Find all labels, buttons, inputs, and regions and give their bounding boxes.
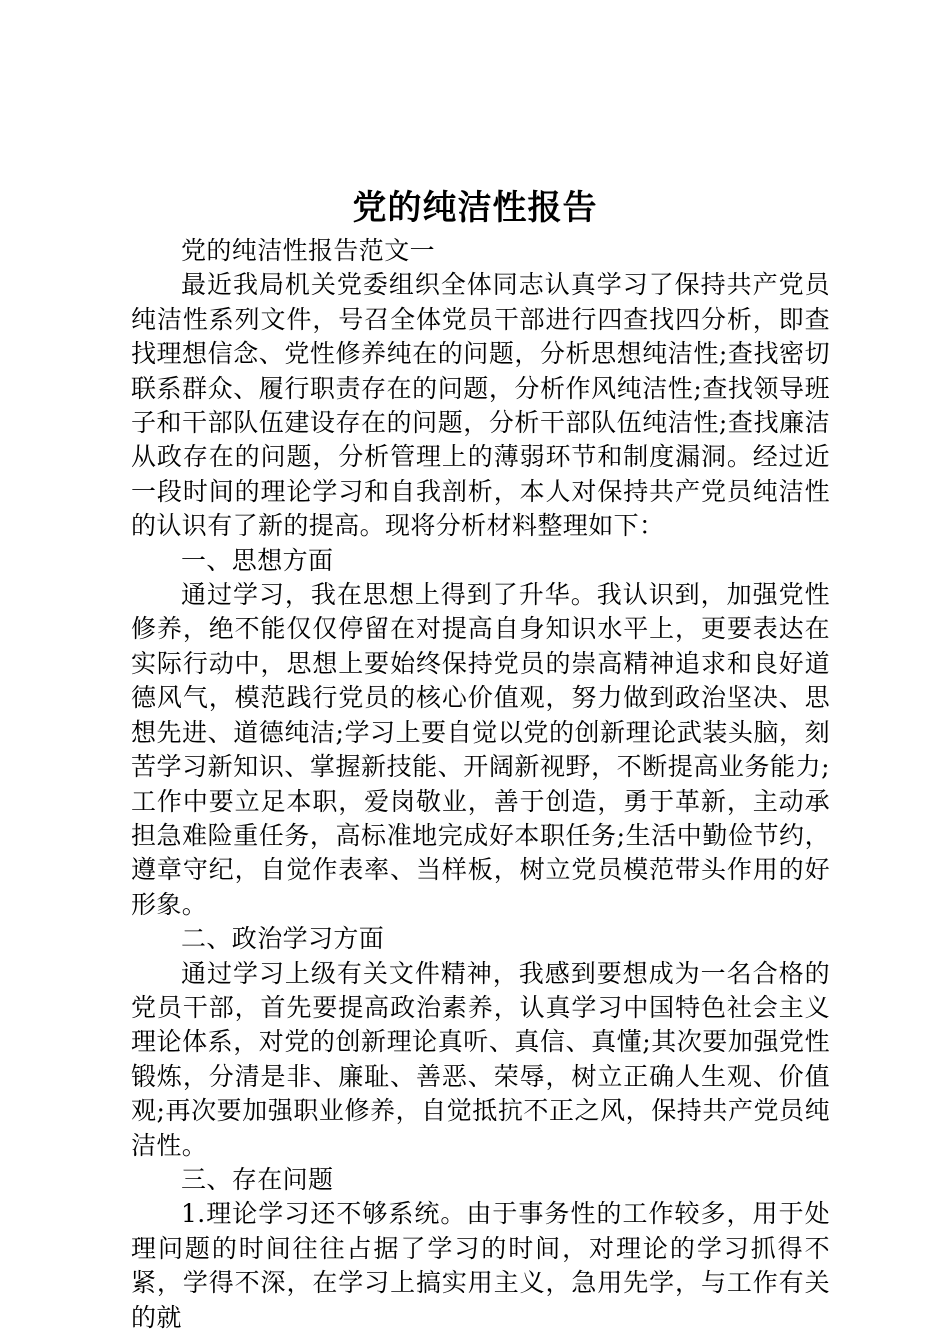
paragraph-problem-1: 1.理论学习还不够系统。由于事务性的工作较多，用于处理问题的时间往往占据了学习的时间，对理论的学习抓得不紧，学得不深，在学习上搞实用主义，急用先学，与工作有关的就 <box>131 1199 830 1332</box>
document-title: 党的纯洁性报告 <box>352 188 598 228</box>
paragraph-thought: 通过学习，我在思想上得到了升华。我认识到，加强党性修养，绝不能仅仅停留在对提高自身知识水平上，更要表达在实际行动中，思想上要始终保持党员的崇高精神追求和良好道德风气，模范践行党员的核心价值观，努力做到政治坚决、思想先进、道德纯洁;学习上要自觉以党的创新理论武装头脑，刻苦学习新知识、掌握新技能、开阔新视野，不断提高业务能力;工作中要立足本职，爱岗敬业，善于创造，勇于革新，主动承担急难险重任务，高标准地完成好本职任务;生活中勤俭节约，遵章守纪，自觉作表率、当样板，树立党员模范带头作用的好形象。 <box>131 580 830 919</box>
section-heading-thought: 一、思想方面 <box>181 545 334 575</box>
document-body <box>131 234 830 1335</box>
paragraph-political-study: 通过学习上级有关文件精神，我感到要想成为一名合格的党员干部，首先要提高政治素养，认真学习中国特色社会主义理论体系，对党的创新理论真听、真信、真懂;其次要加强党性锻炼，分清是非、廉耻、善恶、荣辱，树立正确人生观、价值观;再次要加强职业修养，自觉抵抗不正之风，保持共产党员纯洁性。 <box>131 958 830 1160</box>
section-heading-problems: 三、存在问题 <box>181 1164 334 1194</box>
section-heading-political-study: 二、政治学习方面 <box>181 924 385 954</box>
paragraph-intro: 最近我局机关党委组织全体同志认真学习了保持共产党员纯洁性系列文件，号召全体党员干部进行四查找四分析，即查找理想信念、党性修养纯在的问题，分析思想纯洁性;查找密切联系群众、履行职责存在的问题，分析作风纯洁性;查找领导班子和干部队伍建设存在的问题，分析干部队伍纯洁性;查找廉洁从政存在的问题，分析管理上的薄弱环节和制度漏洞。经过近一段时间的理论学习和自我剖析，本人对保持共产党员纯洁性的认识有了新的提高。现将分析材料整理如下： <box>131 270 830 541</box>
paragraph-subtitle: 党的纯洁性报告范文一 <box>181 236 436 265</box>
